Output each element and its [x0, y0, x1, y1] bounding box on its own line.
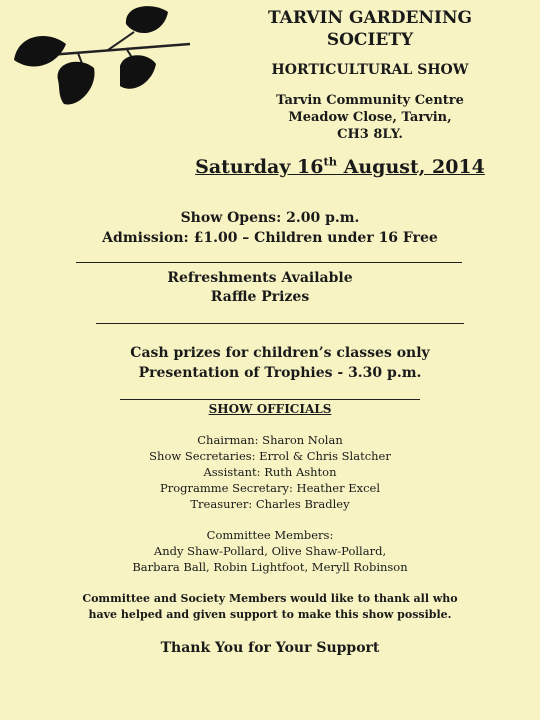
event-date-rest: August, 2014	[337, 156, 485, 178]
refreshments: Refreshments Available	[167, 270, 353, 286]
official-chairman: Chairman: Sharon Nolan	[197, 433, 343, 447]
event-date	[150, 156, 530, 178]
official-treasurer: Treasurer: Charles Bradley	[190, 497, 350, 511]
cash-prizes: Cash prizes for children’s classes only	[130, 345, 430, 361]
venue-line1: Tarvin Community Centre	[276, 93, 464, 108]
event-date-suffix: th	[323, 154, 337, 169]
committee-line2: Barbara Ball, Robin Lightfoot, Meryll Robinson	[132, 560, 408, 574]
committee-heading: Committee Members:	[206, 528, 334, 542]
society-name-line1: TARVIN GARDENING	[267, 8, 473, 28]
society-name-line2: SOCIETY	[326, 30, 414, 50]
venue-line3: CH3 8LY.	[337, 127, 403, 142]
admission: Admission: £1.00 – Children under 16 Free	[102, 230, 438, 246]
support-message: Thank You for Your Support	[160, 640, 380, 656]
thanks-line2: have helped and given support to make this show possible.	[88, 608, 452, 621]
event-date-day: Saturday 16	[195, 156, 324, 178]
official-assistant: Assistant: Ruth Ashton	[203, 465, 337, 479]
show-title: HORTICULTURAL SHOW	[271, 62, 469, 78]
officials-heading: SHOW OFFICIALS	[208, 402, 332, 416]
divider-3	[120, 399, 420, 400]
official-secretaries: Show Secretaries: Errol & Chris Slatcher	[149, 449, 391, 463]
divider-1	[76, 262, 462, 263]
venue-line2: Meadow Close, Tarvin,	[288, 110, 452, 125]
leaves-logo-icon	[8, 4, 198, 114]
raffle-prizes: Raffle Prizes	[210, 289, 310, 305]
trophies-presentation: Presentation of Trophies - 3.30 p.m.	[138, 365, 422, 381]
show-opens: Show Opens: 2.00 p.m.	[180, 210, 360, 226]
official-programme-secretary: Programme Secretary: Heather Excel	[159, 481, 381, 495]
thanks-line1: Committee and Society Members would like to thank all who	[82, 592, 458, 605]
committee-line1: Andy Shaw-Pollard, Olive Shaw-Pollard,	[153, 544, 387, 558]
divider-2	[96, 323, 464, 324]
